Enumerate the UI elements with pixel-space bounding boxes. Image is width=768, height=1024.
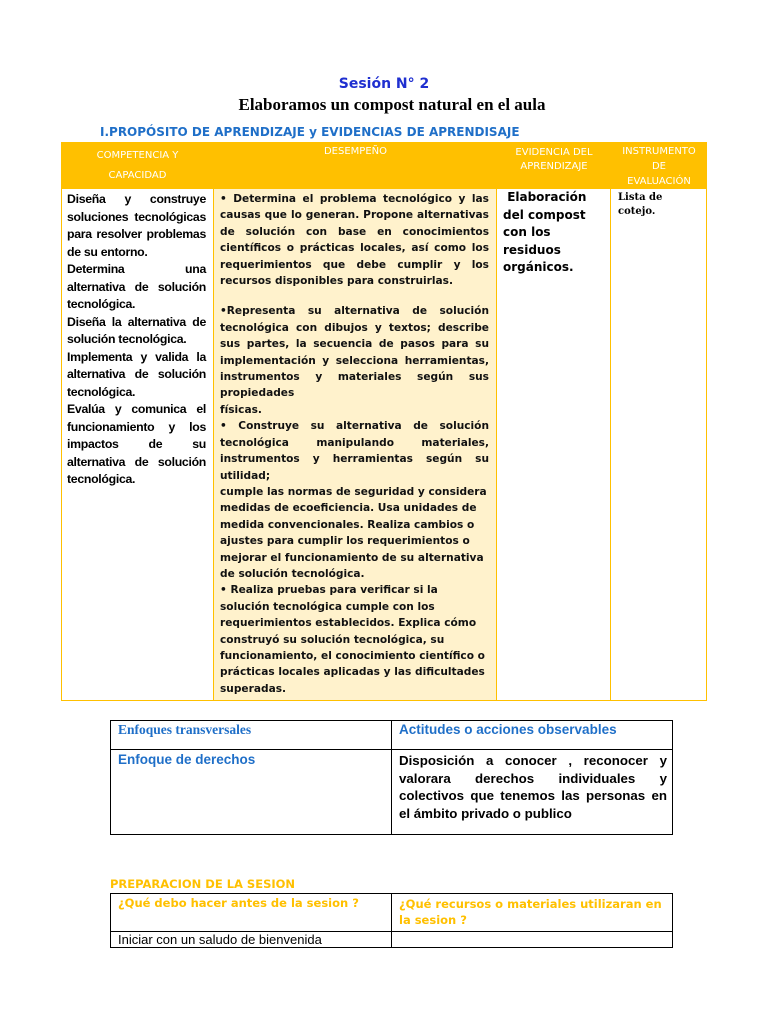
proposito-table	[61, 142, 707, 701]
competencia-item: Implementa y valida la alternativa de solución tecnológica.	[67, 349, 206, 399]
competencia-item: Determina una alternativa de solución tecnológica.	[67, 262, 206, 311]
table-divider	[111, 749, 672, 750]
document-title: Elaboramos un compost natural en el aula	[238, 95, 546, 114]
evidencia-cell	[497, 189, 611, 701]
enfoques-header: Enfoques transversales	[118, 722, 252, 737]
header-evidencia: EVIDENCIA DEL APRENDIZAJE	[497, 142, 611, 189]
evidencia-text: Elaboración del compost con los residuos orgánicos.	[503, 190, 591, 274]
desempeno-item: •Representa su alternativa de solución tecnológica con dibujos y textos; describe sus partes, la secuencia de pasos para su implementación y selecciona herramientas, instrumentos y materiales según sus propiedades	[220, 305, 489, 400]
instrumento-cell	[611, 189, 707, 701]
desempeno-cell	[214, 189, 497, 701]
competencia-list	[67, 191, 206, 489]
desempeno-item: cumple las normas de seguridad y considera medidas de ecoeficiencia. Usa unidades de medida convencionales. Realiza cambios o ajustes para cumplir los requerimientos o mejorar el funcionamiento de su alternativa de solución tecnológica.	[220, 485, 487, 580]
actitud-value: Disposición a conocer , reconocer y valorara derechos individuales y colectivos que tenemos las personas en el ámbito privado o publico	[399, 753, 667, 821]
desempeno-item: • Realiza pruebas para verificar si la solución tecnológica cumple con los requerimientos establecidos. Explica cómo construyó su solución tecnológica, su funcionamiento, el conocimiento científico o prácticas locales aplicadas y las dificultades superadas.	[220, 584, 485, 695]
desempeno-list	[220, 191, 489, 697]
section-title-preparacion: PREPARACION DE LA SESION	[110, 877, 296, 891]
section-title-proposito: I.PROPÓSITO DE APRENDIZAJE y EVIDENCIAS DE APRENDISAJE	[100, 125, 520, 139]
desempeno-item: • Determina el problema tecnológico y las causas que lo generan. Propone alternativas de solución con base en conocimientos científicos o prácticas locales, así como los requerimientos que debe cumplir y los recursos disponibles para construirlas.	[220, 193, 489, 288]
enfoque-value: Enfoque de derechos	[118, 752, 256, 767]
desempeno-item: • Construye su alternativa de solución tecnológica manipulando materiales, instrumentos y herramientas según su utilidad;	[220, 420, 489, 482]
table-divider	[391, 721, 392, 834]
competencia-cell	[61, 189, 214, 701]
competencia-item: Diseña y construye soluciones tecnológicas para resolver problemas de su entorno.	[67, 192, 206, 259]
instrumento-text: Lista de cotejo.	[618, 192, 663, 217]
competencia-item: Evalúa y comunica el funcionamiento y los impactos de su alternativa de solución tecnológica.	[67, 402, 206, 486]
header-competencia: COMPETENCIA Y CAPACIDAD	[61, 142, 214, 189]
recursos-header: ¿Qué recursos o materiales utilizaran en la sesion ?	[399, 897, 662, 927]
actividad-inicio: Iniciar con un saludo de bienvenida	[118, 932, 322, 947]
session-number: Sesión N° 2	[338, 76, 430, 92]
competencia-item: Diseña la alternativa de solución tecnológica.	[67, 314, 206, 346]
actitudes-header: Actitudes o acciones observables	[399, 722, 617, 737]
antes-header: ¿Qué debo hacer antes de la sesion ?	[118, 896, 359, 910]
desempeno-item: físicas.	[220, 403, 262, 416]
preparacion-table	[110, 893, 673, 948]
table-divider	[391, 894, 392, 947]
header-instrumento: INSTRUMENTO DE EVALUACIÓN	[611, 142, 707, 189]
header-desempeno: DESEMPEÑO	[214, 142, 497, 189]
enfoques-table	[110, 720, 673, 835]
